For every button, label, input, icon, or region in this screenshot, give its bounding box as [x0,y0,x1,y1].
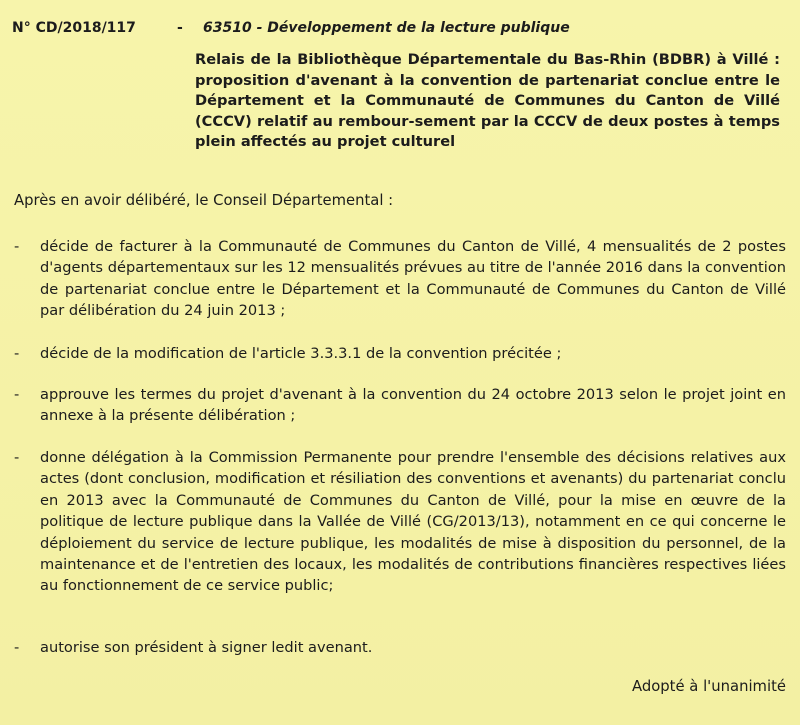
bullet-dash: - [14,386,20,403]
decision-text: autorise son président à signer ledit avenant. [40,639,373,656]
deliberation-title: Relais de la Bibliothèque Départementale du Bas-Rhin (BDBR) à Villé : proposition d'avenant à la convention de partenariat conclue entre le Département et la Communauté de Communes du Canton de Villé (CCCV) relatif au rembour-sement par la CCCV de deux postes à temps plein affectés au projet culturel [195,51,780,151]
decision-text: décide de facturer à la Communauté de Communes du Canton de Villé, 4 mensualités de 2 postes d'agents départementaux sur les 12 mensualités prévues au titre de l'année 2016 dans la convention de partenariat conclue entre le Département et la Communauté de Communes du Canton de Villé par délibération du 24 juin 2013 ; [40,238,786,320]
adoption-status: Adopté à l'unanimité [631,678,786,695]
bullet-dash: - [14,345,20,362]
header-dash: - [177,20,183,36]
program-label: 63510 - Développement de la lecture publique [203,20,570,36]
decision-text: décide de la modification de l'article 3.3.3.1 de la convention précitée ; [40,345,562,362]
decision-item-4 [14,447,786,597]
decision-item-2 [14,343,786,364]
decision-item-1 [14,236,786,322]
bullet-dash: - [14,449,20,466]
document-number: N° CD/2018/117 [12,20,136,36]
decision-item-5 [14,637,786,658]
decision-item-3 [14,384,786,427]
intro-text: Après en avoir délibéré, le Conseil Départemental : [14,192,394,209]
bullet-dash: - [14,238,20,255]
decision-text: approuve les termes du projet d'avenant à la convention du 24 octobre 2013 selon le projet joint en annexe à la présente délibération ; [40,386,786,425]
decision-text: donne délégation à la Commission Permanente pour prendre l'ensemble des décisions relatives aux actes (dont conclusion, modification et résiliation des conventions et avenants) du partenariat conclu en 2013 avec la Communauté de Communes du Canton de Villé, pour la mise en œuvre de la politique de lecture publique dans la Vallée de Villé (CG/2013/13), notamment en ce qui concerne le déploiement du service de lecture publique, les modalités de mise à disposition du personnel, de la maintenance et de l'entretien des locaux, les modalités de contributions financières respectives liées au fonctionnement de ce service public; [40,449,786,595]
bullet-dash: - [14,639,20,656]
